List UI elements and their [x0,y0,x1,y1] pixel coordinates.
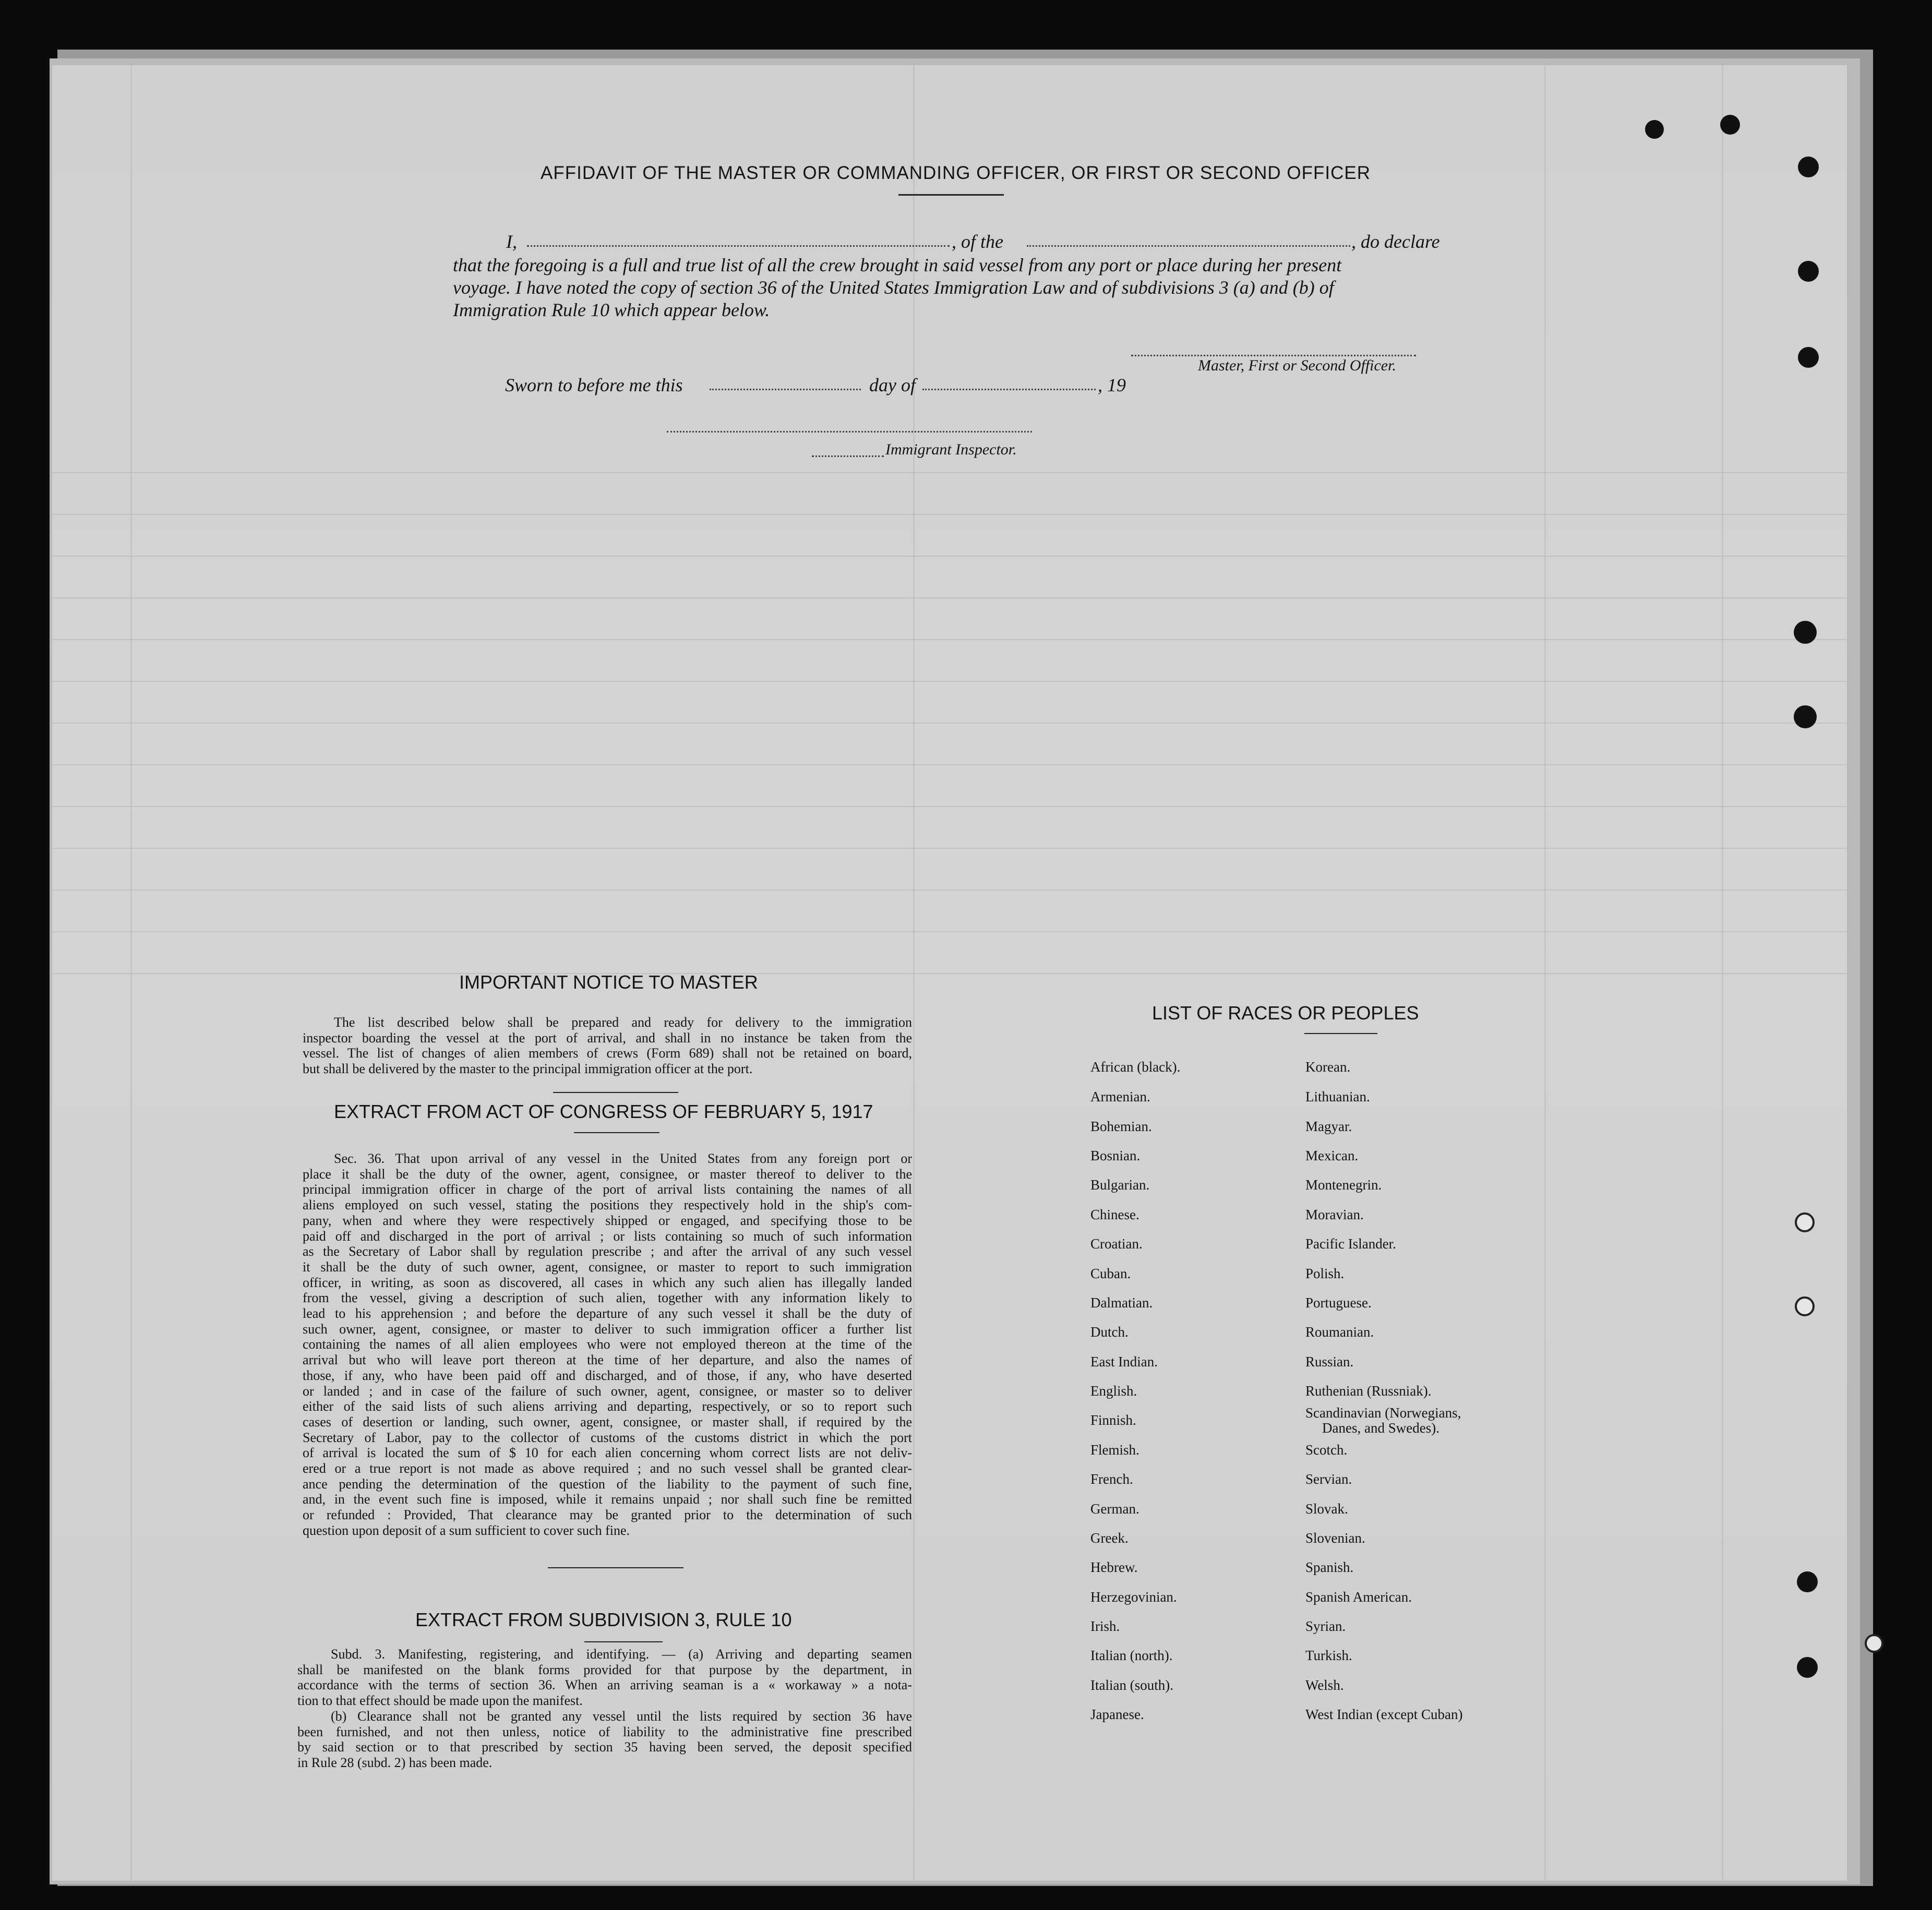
race-entry: Finnish. [1090,1412,1136,1428]
act-line: lead to his apprehension ; and before the departure of any such vessel it shall be the duty of [303,1306,912,1322]
rule-line: shall be manifested on the blank forms provided for that purpose by the department, in [297,1662,912,1677]
act-line: or landed ; and in case of the failure of such owner, agent, consignee, or master so to deliver [303,1383,912,1399]
sworn-day-field[interactable] [710,389,861,390]
act-line: as the Secretary of Labor shall by regulation prescribe ; and after the arrival of any such vessel [303,1244,912,1259]
race-entry: Croatian. [1090,1236,1143,1252]
race-entry: Roumanian. [1305,1324,1374,1340]
title-underline [898,194,1004,196]
race-entry: Servian. [1305,1471,1352,1487]
act-line: or refunded : Provided, That clearance may be granted prior to the determination of such [303,1507,912,1523]
rule-line: accordance with the terms of section 36. When an arriving seaman is a « workaway » a nota- [297,1677,912,1693]
act-line: place it shall be the duty of the owner, agent, consignee, or master thereof to deliver to the [303,1166,912,1182]
manifest-page [52,65,1847,1881]
race-entry: Dalmatian. [1090,1295,1153,1311]
race-entry-continuation: Danes, and Swedes). [1322,1420,1439,1436]
binding-hole [1795,1296,1815,1316]
act-line: Sec. 36. That upon arrival of any vessel in the United States from any foreign port or [334,1151,912,1166]
rule-10-text [297,1647,912,1771]
act-title: EXTRACT FROM ACT OF CONGRESS OF FEBRUARY 5, 1917 [334,1101,873,1122]
divider [1304,1033,1377,1034]
race-entry: Spanish. [1305,1559,1354,1575]
race-entry: Chinese. [1090,1207,1139,1222]
race-entry: Dutch. [1090,1324,1129,1340]
affidavit-line-3: voyage. I have noted the copy of section 36 of the United States Immigration Law and of subdivisions 3 (a) and (b) of [453,277,1334,298]
races-title: LIST OF RACES OR PEOPLES [1152,1002,1419,1024]
act-line: officer, in writing, as soon as discovered, all cases in which any such alien has illegally landed [303,1275,912,1290]
divider [584,1641,663,1642]
rule-line: been furnished, and not then unless, notice of liability to the administrative fine prescribed [297,1724,912,1739]
affidavit-line-4: Immigration Rule 10 which appear below. [453,299,770,320]
act-line: paid off and discharged in the port of arrival ; or lists containing so much of such information [303,1228,912,1244]
divider [574,1132,659,1133]
race-entry: Cuban. [1090,1266,1131,1281]
race-entry: Mexican. [1305,1148,1359,1163]
binding-hole [1794,621,1817,644]
notice-line: but shall be delivered by the master to the principal immigration officer at the port. [303,1061,753,1077]
declarant-name-field[interactable] [527,245,950,247]
notice-body [303,1015,912,1077]
race-entry: Flemish. [1090,1442,1139,1458]
race-entry: Pacific Islander. [1305,1236,1396,1252]
race-entry: Spanish American. [1305,1589,1412,1605]
race-entry: Armenian. [1090,1089,1150,1104]
race-entry: Hebrew. [1090,1559,1138,1575]
act-line: principal immigration officer in charge of the port of arrival lists containing the names of all [303,1182,912,1197]
race-entry: East Indian. [1090,1354,1158,1370]
notice-line: inspector boarding the vessel at the port of arrival, and shall in no instance be taken from the [303,1030,912,1046]
sworn-label: Sworn to before me this [505,375,683,395]
section-36-text [303,1151,912,1539]
year-label: , 19 [1098,375,1126,395]
race-entry: Magyar. [1305,1119,1352,1134]
act-line: containing the names of all alien employees who were not employed thereon at the time of the [303,1337,912,1352]
binding-hole [1795,1212,1815,1232]
race-entry: Polish. [1305,1266,1345,1281]
inspector-caption: Immigrant Inspector. [885,441,1017,458]
race-entry: Bohemian. [1090,1119,1152,1134]
rule-line: Subd. 3. Manifesting, registering, and identifying. — (a) Arriving and departing seamen [331,1647,912,1662]
act-line: either of the said lists of such aliens arriving and departing, respectively, or so to report such [303,1399,912,1414]
race-entry: Welsh. [1305,1677,1344,1693]
act-line: ance pending the determination of the question of the liability to the payment of such fine, [303,1476,912,1492]
race-entry: Bosnian. [1090,1148,1141,1163]
race-entry: Lithuanian. [1305,1089,1370,1104]
act-line: and, in the event such fine is imposed, while it remains unpaid ; nor shall such fine be remitted [303,1492,912,1507]
notice-line: vessel. The list of changes of alien members of crews (Form 689) shall not be retained on board, [303,1046,912,1061]
inspector-signature-field[interactable] [667,431,1032,433]
sworn-month-field[interactable] [922,389,1096,390]
race-entry: Slovenian. [1305,1530,1365,1546]
rule-line: by said section or to that prescribed by section 35 having been served, the deposit specified [297,1739,912,1755]
act-line: aliens employed on such vessel, stating the positions they respectively hold in the ship's com- [303,1197,912,1213]
race-entry: Moravian. [1305,1207,1364,1222]
race-entry: Turkish. [1305,1648,1352,1663]
race-entry: Portuguese. [1305,1295,1372,1311]
race-entry: Montenegrin. [1305,1177,1382,1193]
race-entry: Italian (south). [1090,1677,1173,1693]
rule-line: (b) Clearance shall not be granted any vessel until the lists required by section 36 have [331,1708,912,1724]
binding-hole [1798,261,1819,282]
vessel-name-field[interactable] [1027,245,1350,247]
act-line: ered or a true report is not made as above required ; and no such vessel shall be granted clear- [303,1461,912,1476]
race-entry: English. [1090,1383,1137,1399]
binding-hole [1645,120,1664,139]
binding-hole [1797,1571,1818,1592]
race-entry: Irish. [1090,1618,1120,1634]
rule-line: in Rule 28 (subd. 2) has been made. [297,1755,493,1770]
race-entry: French. [1090,1471,1133,1487]
act-line: question upon deposit of a sum sufficient to cover such fine. [303,1522,630,1538]
notice-title: IMPORTANT NOTICE TO MASTER [459,971,758,993]
notice-line: The list described below shall be prepared and ready for delivery to the immigration [334,1015,912,1030]
binding-hole [1865,1634,1883,1653]
officer-signature-field[interactable] [1131,355,1416,356]
day-of-label: day of [869,375,916,395]
race-entry: German. [1090,1501,1139,1517]
act-line: it shall be the duty of such owner, agent, consignee, or master to report to such immigration [303,1259,912,1275]
subdivision-title: EXTRACT FROM SUBDIVISION 3, RULE 10 [415,1609,792,1630]
binding-hole [1797,1657,1818,1678]
affidavit-line-2: that the foregoing is a full and true list of all the crew brought in said vessel from any port or place during her present [453,255,1342,275]
declarant-label: I, [506,231,517,252]
race-entry: Herzegovinian. [1090,1589,1177,1605]
act-line: such owner, agent, consignee, or master to deliver to such immigration officer a further list [303,1321,912,1337]
act-line: arrival but who will leave port thereon at the time of her departure, and also the names of [303,1352,912,1368]
race-entry: African (black). [1090,1059,1181,1075]
race-entry: Syrian. [1305,1618,1346,1634]
binding-hole [1720,115,1740,135]
affidavit-title: AFFIDAVIT OF THE MASTER OR COMMANDING OFFICER, OR FIRST OR SECOND OFFICER [541,163,1371,183]
race-entry: Russian. [1305,1354,1354,1370]
divider [548,1567,683,1568]
vessel-label: , of the [952,231,1003,252]
act-line: of arrival is located the sum of $ 10 for each alien concerning whom correct lists are not deliv- [303,1445,912,1461]
officer-signature-caption: Master, First or Second Officer. [1198,357,1396,374]
race-entry: Italian (north). [1090,1648,1173,1663]
declare-text: , do declare [1351,231,1440,252]
race-entry: Ruthenian (Russniak). [1305,1383,1432,1399]
race-entry: Scandinavian (Norwegians, [1305,1405,1461,1421]
act-line: pany, when and where they were respectively shipped or engaged, and specifying those to be [303,1212,912,1228]
race-entry: West Indian (except Cuban) [1305,1707,1463,1722]
act-line: cases of desertion or landing, such owner, agent, consignee, or master shall, if required by the [303,1414,912,1430]
rule-line: tion to that effect should be made upon the manifest. [297,1693,583,1709]
binding-hole [1798,157,1819,177]
race-entry: Greek. [1090,1530,1129,1546]
race-entry: Scotch. [1305,1442,1348,1458]
act-line: those, if any, who have been paid off and discharged, and of those, if any, who have deserted [303,1367,912,1383]
race-entry: Korean. [1305,1059,1351,1075]
act-line: from the vessel, giving a description of such alien, together with any information likely to [303,1290,912,1306]
race-entry: Japanese. [1090,1707,1144,1722]
race-entry: Slovak. [1305,1501,1348,1517]
race-entry: Bulgarian. [1090,1177,1150,1193]
act-line: Secretary of Labor, pay to the collector of customs of the customs district in which the port [303,1430,912,1445]
binding-hole [1798,347,1819,368]
divider [553,1092,678,1093]
inspector-name-field[interactable] [812,455,884,457]
binding-hole [1794,705,1817,728]
